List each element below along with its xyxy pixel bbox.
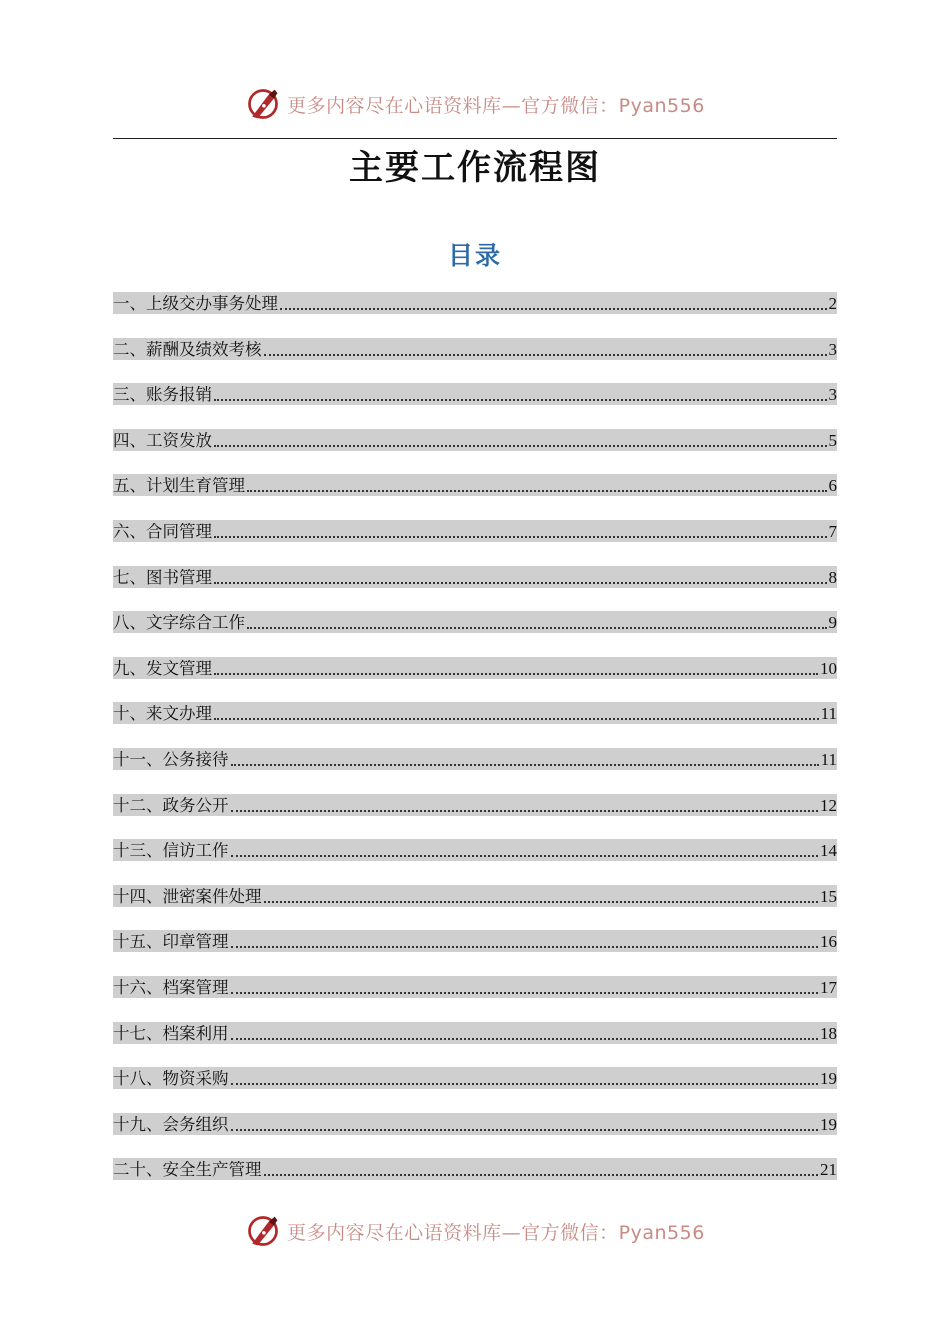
toc-entry-page: 5 bbox=[828, 430, 837, 450]
toc-dot-leader bbox=[231, 1038, 819, 1040]
toc-entry-label: 九、发文管理 bbox=[113, 658, 212, 678]
toc-entry-label: 六、合同管理 bbox=[113, 522, 212, 541]
toc-entry-label: 十九、会务组织 bbox=[113, 1114, 229, 1134]
toc-entry-page: 15 bbox=[820, 886, 837, 906]
toc-entry-label: 十七、档案利用 bbox=[113, 1023, 229, 1043]
toc-dot-leader bbox=[231, 946, 819, 948]
toc-entry-label: 十八、物资采购 bbox=[113, 1069, 229, 1089]
toc-entry-label: 十三、信访工作 bbox=[113, 841, 229, 861]
toc-entry-label: 十、来文办理 bbox=[113, 704, 212, 724]
toc-entry-page: 6 bbox=[828, 476, 837, 496]
toc-dot-leader bbox=[280, 308, 827, 310]
wechat-id: Pyan556 bbox=[618, 1221, 705, 1244]
toc-dot-leader bbox=[231, 992, 819, 994]
toc-entry-label: 十二、政务公开 bbox=[113, 795, 229, 815]
toc-entry[interactable] bbox=[113, 657, 837, 679]
toc-entry-label: 七、图书管理 bbox=[113, 567, 212, 587]
toc-entry-page: 3 bbox=[828, 385, 837, 405]
toc-entry[interactable] bbox=[113, 566, 837, 588]
toc-dot-leader bbox=[264, 1174, 819, 1176]
toc-dot-leader bbox=[231, 855, 819, 857]
toc-entry-label: 五、计划生育管理 bbox=[113, 476, 245, 496]
toc-dot-leader bbox=[214, 536, 827, 538]
toc-entry[interactable] bbox=[113, 976, 837, 998]
footer-banner bbox=[0, 1211, 950, 1251]
toc-entry[interactable] bbox=[113, 338, 837, 360]
toc-dot-leader bbox=[231, 1129, 819, 1131]
toc-entry[interactable] bbox=[113, 702, 837, 724]
toc-entry[interactable] bbox=[113, 839, 837, 861]
header-rule bbox=[113, 138, 837, 139]
toc-entry-label: 二十、安全生产管理 bbox=[113, 1160, 262, 1180]
toc-entry-page: 9 bbox=[828, 613, 837, 633]
toc-entry-label: 四、工资发放 bbox=[113, 430, 212, 450]
toc-entry-label: 十五、印章管理 bbox=[113, 932, 229, 952]
toc-dot-leader bbox=[214, 673, 818, 675]
toc-entry-page: 7 bbox=[828, 522, 837, 541]
toc-entry[interactable] bbox=[113, 429, 837, 451]
toc-dot-leader bbox=[231, 764, 819, 766]
toc-entry[interactable] bbox=[113, 1158, 837, 1180]
toc-entry-page: 21 bbox=[820, 1160, 837, 1180]
toc-dot-leader bbox=[231, 810, 819, 812]
toc-entry-label: 八、文字综合工作 bbox=[113, 613, 245, 633]
toc-entry[interactable] bbox=[113, 1067, 837, 1089]
toc-entry[interactable] bbox=[113, 1022, 837, 1044]
toc-dot-leader bbox=[264, 354, 827, 356]
pen-nib-logo-icon bbox=[245, 86, 281, 122]
toc-entry-page: 16 bbox=[820, 932, 837, 952]
toc-entry[interactable] bbox=[113, 930, 837, 952]
toc-heading: 目录 bbox=[447, 241, 502, 270]
toc-entry[interactable] bbox=[113, 885, 837, 907]
toc-entry-page: 12 bbox=[820, 795, 837, 815]
banner-text: 更多内容尽在心语资料库—官方微信：Pyan556 bbox=[287, 1221, 705, 1244]
toc-entry-label: 十一、公务接待 bbox=[113, 750, 229, 769]
toc-entry[interactable] bbox=[113, 474, 837, 496]
toc-entry-page: 11 bbox=[820, 704, 837, 724]
toc-entry[interactable] bbox=[113, 1113, 837, 1135]
document-title: 主要工作流程图 bbox=[349, 148, 601, 188]
toc-dot-leader bbox=[247, 627, 827, 629]
wechat-id: Pyan556 bbox=[618, 94, 705, 117]
toc-dot-leader bbox=[214, 399, 827, 401]
toc-entry-page: 10 bbox=[820, 658, 837, 678]
toc-entry-label: 十四、泄密案件处理 bbox=[113, 886, 262, 906]
toc-entry-page: 3 bbox=[828, 339, 837, 359]
toc-dot-leader bbox=[214, 718, 819, 720]
header-banner bbox=[0, 84, 950, 124]
toc-entry-page: 8 bbox=[828, 567, 837, 587]
toc-entry[interactable] bbox=[113, 748, 837, 770]
toc-entry-page: 11 bbox=[820, 750, 837, 769]
toc-dot-leader bbox=[247, 490, 827, 492]
toc-dot-leader bbox=[214, 582, 827, 584]
toc-dot-leader bbox=[214, 445, 827, 447]
toc-entry[interactable] bbox=[113, 794, 837, 816]
toc-entry[interactable] bbox=[113, 611, 837, 633]
toc-entry-page: 17 bbox=[820, 978, 837, 997]
toc-entry-label: 三、账务报销 bbox=[113, 385, 212, 405]
toc-entry[interactable] bbox=[113, 292, 837, 314]
toc-entry-page: 19 bbox=[820, 1069, 837, 1089]
toc-entry-label: 二、薪酬及绩效考核 bbox=[113, 339, 262, 359]
toc-dot-leader bbox=[231, 1083, 819, 1085]
toc-entry[interactable] bbox=[113, 520, 837, 542]
toc-entry-page: 14 bbox=[820, 841, 837, 861]
toc-dot-leader bbox=[264, 901, 819, 903]
toc-entry-label: 一、上级交办事务处理 bbox=[113, 294, 278, 313]
toc-entry-page: 2 bbox=[828, 294, 837, 313]
banner-text: 更多内容尽在心语资料库—官方微信：Pyan556 bbox=[287, 94, 705, 117]
toc-entry-page: 18 bbox=[820, 1023, 837, 1043]
toc-entry-label: 十六、档案管理 bbox=[113, 978, 229, 997]
toc-entry[interactable] bbox=[113, 383, 837, 405]
pen-nib-logo-icon bbox=[245, 1213, 281, 1249]
toc-entry-page: 19 bbox=[820, 1114, 837, 1134]
